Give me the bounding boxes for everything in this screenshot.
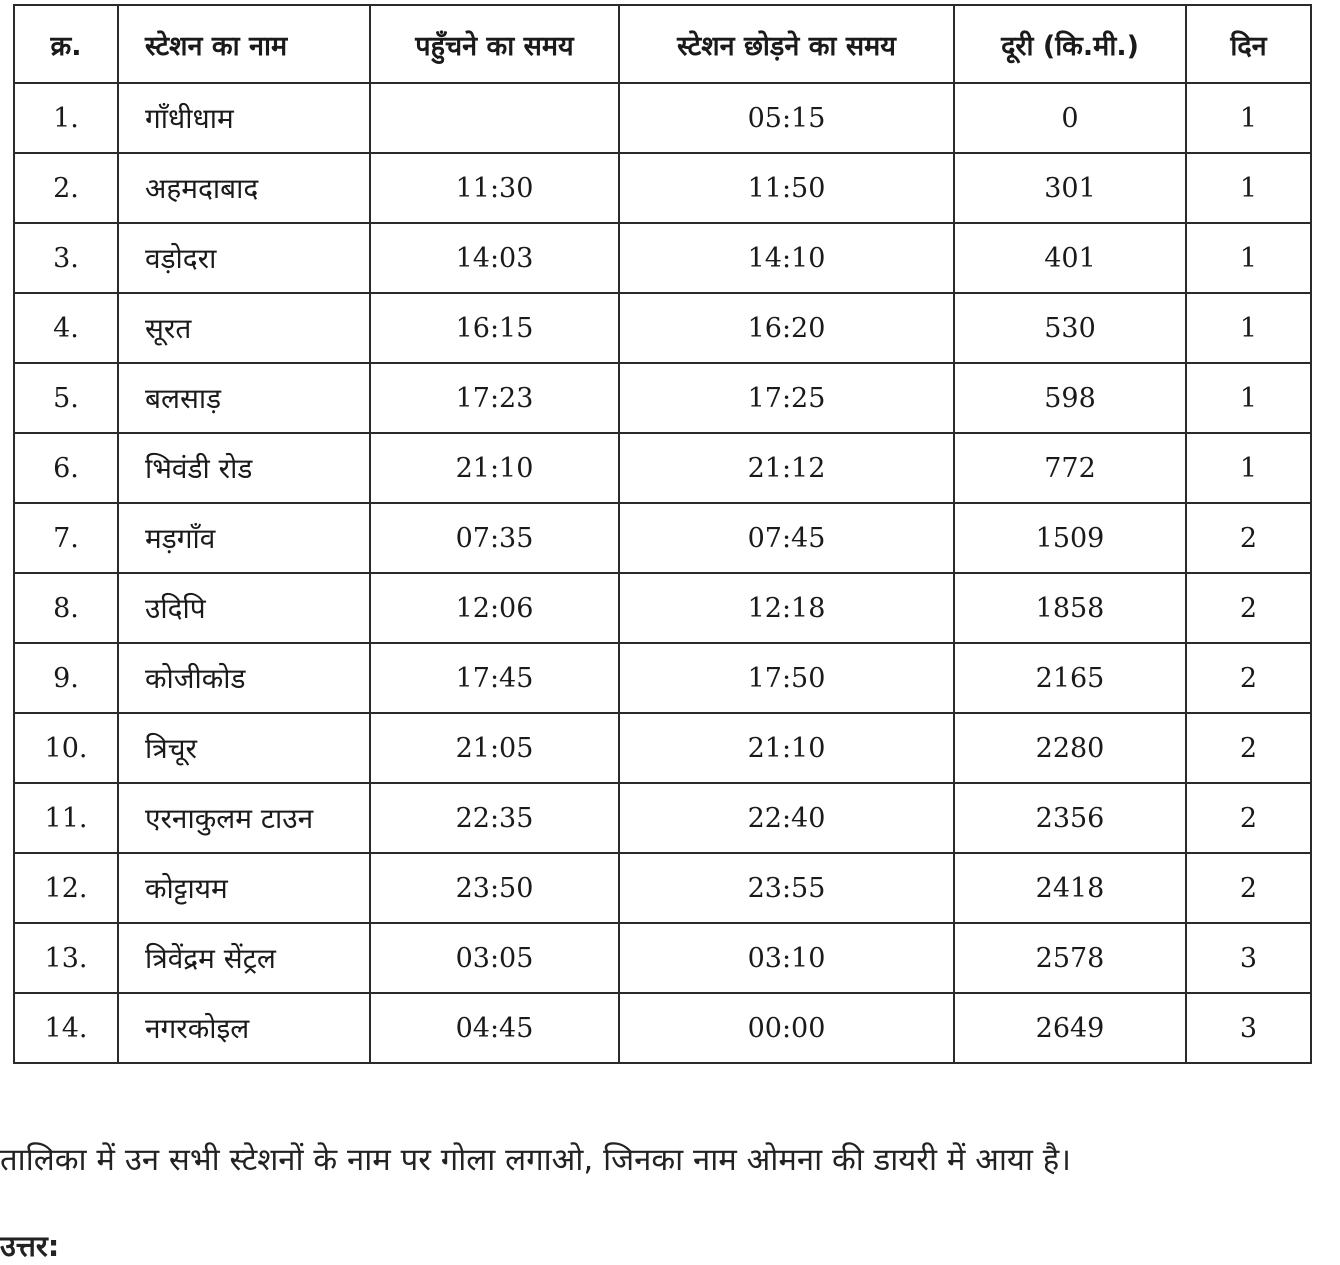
cell-serial: 11. — [14, 783, 118, 853]
cell-distance: 2578 — [954, 923, 1186, 993]
cell-serial: 6. — [14, 433, 118, 503]
cell-station-name: त्रिवेंद्रम सेंट्रल — [118, 923, 370, 993]
cell-distance: 2418 — [954, 853, 1186, 923]
header-departure-time: स्टेशन छोड़ने का समय — [619, 5, 954, 83]
cell-arrival: 17:23 — [370, 363, 619, 433]
cell-day: 1 — [1186, 223, 1311, 293]
table-row — [14, 83, 1311, 153]
cell-day: 1 — [1186, 433, 1311, 503]
cell-departure: 22:40 — [619, 783, 954, 853]
cell-day: 2 — [1186, 643, 1311, 713]
table-row — [14, 153, 1311, 223]
cell-serial: 13. — [14, 923, 118, 993]
cell-day: 1 — [1186, 83, 1311, 153]
cell-arrival: 23:50 — [370, 853, 619, 923]
cell-day: 1 — [1186, 363, 1311, 433]
table-row — [14, 433, 1311, 503]
cell-departure: 14:10 — [619, 223, 954, 293]
table-row — [14, 993, 1311, 1063]
question-text: तालिका में उन सभी स्टेशनों के नाम पर गोला लगाओ, जिनका नाम ओमना की डायरी में आया है। — [0, 1142, 1071, 1178]
cell-day: 3 — [1186, 923, 1311, 993]
cell-day: 1 — [1186, 293, 1311, 363]
cell-departure: 05:15 — [619, 83, 954, 153]
table-row — [14, 853, 1311, 923]
cell-station-name: नगरकोइल — [118, 993, 370, 1063]
cell-departure: 12:18 — [619, 573, 954, 643]
table-row — [14, 503, 1311, 573]
table-row — [14, 573, 1311, 643]
table-row — [14, 643, 1311, 713]
cell-departure: 00:00 — [619, 993, 954, 1063]
header-arrival-time: पहुँचने का समय — [370, 5, 619, 83]
cell-departure: 03:10 — [619, 923, 954, 993]
train-timetable — [13, 4, 1312, 1064]
cell-arrival: 12:06 — [370, 573, 619, 643]
cell-distance: 301 — [954, 153, 1186, 223]
cell-distance: 2165 — [954, 643, 1186, 713]
cell-day: 2 — [1186, 783, 1311, 853]
cell-distance: 2356 — [954, 783, 1186, 853]
cell-arrival — [370, 83, 619, 153]
cell-station-name: सूरत — [118, 293, 370, 363]
cell-station-name: कोट्टायम — [118, 853, 370, 923]
cell-distance: 2649 — [954, 993, 1186, 1063]
cell-distance: 772 — [954, 433, 1186, 503]
cell-distance: 2280 — [954, 713, 1186, 783]
cell-distance: 0 — [954, 83, 1186, 153]
cell-departure: 21:10 — [619, 713, 954, 783]
cell-station-name: एरनाकुलम टाउन — [118, 783, 370, 853]
cell-day: 1 — [1186, 153, 1311, 223]
cell-day: 2 — [1186, 853, 1311, 923]
header-serial: क्र. — [14, 5, 118, 83]
cell-serial: 14. — [14, 993, 118, 1063]
cell-station-name: वड़ोदरा — [118, 223, 370, 293]
table-row — [14, 223, 1311, 293]
header-station-name: स्टेशन का नाम — [118, 5, 370, 83]
cell-station-name: कोजीकोड — [118, 643, 370, 713]
header-distance: दूरी (कि.मी.) — [954, 5, 1186, 83]
cell-departure: 17:25 — [619, 363, 954, 433]
cell-serial: 8. — [14, 573, 118, 643]
table-header-row — [14, 5, 1311, 83]
cell-station-name: उदिपि — [118, 573, 370, 643]
cell-serial: 3. — [14, 223, 118, 293]
cell-arrival: 04:45 — [370, 993, 619, 1063]
cell-serial: 9. — [14, 643, 118, 713]
cell-distance: 1509 — [954, 503, 1186, 573]
cell-station-name: त्रिचूर — [118, 713, 370, 783]
cell-arrival: 03:05 — [370, 923, 619, 993]
cell-station-name: अहमदाबाद — [118, 153, 370, 223]
table-row — [14, 363, 1311, 433]
cell-departure: 23:55 — [619, 853, 954, 923]
cell-serial: 2. — [14, 153, 118, 223]
cell-station-name: मड़गाँव — [118, 503, 370, 573]
cell-day: 2 — [1186, 713, 1311, 783]
cell-serial: 4. — [14, 293, 118, 363]
cell-arrival: 17:45 — [370, 643, 619, 713]
cell-departure: 21:12 — [619, 433, 954, 503]
cell-distance: 401 — [954, 223, 1186, 293]
cell-arrival: 21:10 — [370, 433, 619, 503]
cell-distance: 1858 — [954, 573, 1186, 643]
cell-arrival: 11:30 — [370, 153, 619, 223]
cell-departure: 11:50 — [619, 153, 954, 223]
header-day: दिन — [1186, 5, 1311, 83]
table-row — [14, 923, 1311, 993]
table-row — [14, 783, 1311, 853]
answer-label: उत्तर: — [0, 1229, 60, 1263]
cell-serial: 10. — [14, 713, 118, 783]
cell-serial: 12. — [14, 853, 118, 923]
table-row — [14, 293, 1311, 363]
cell-arrival: 16:15 — [370, 293, 619, 363]
cell-arrival: 14:03 — [370, 223, 619, 293]
cell-station-name: गाँधीधाम — [118, 83, 370, 153]
cell-serial: 5. — [14, 363, 118, 433]
cell-arrival: 07:35 — [370, 503, 619, 573]
cell-distance: 598 — [954, 363, 1186, 433]
table-body — [14, 83, 1311, 1063]
cell-arrival: 22:35 — [370, 783, 619, 853]
cell-distance: 530 — [954, 293, 1186, 363]
cell-serial: 7. — [14, 503, 118, 573]
cell-serial: 1. — [14, 83, 118, 153]
cell-departure: 07:45 — [619, 503, 954, 573]
cell-day: 3 — [1186, 993, 1311, 1063]
cell-station-name: भिवंडी रोड — [118, 433, 370, 503]
cell-departure: 16:20 — [619, 293, 954, 363]
cell-day: 2 — [1186, 573, 1311, 643]
cell-station-name: बलसाड़ — [118, 363, 370, 433]
table-row — [14, 713, 1311, 783]
cell-departure: 17:50 — [619, 643, 954, 713]
cell-arrival: 21:05 — [370, 713, 619, 783]
cell-day: 2 — [1186, 503, 1311, 573]
